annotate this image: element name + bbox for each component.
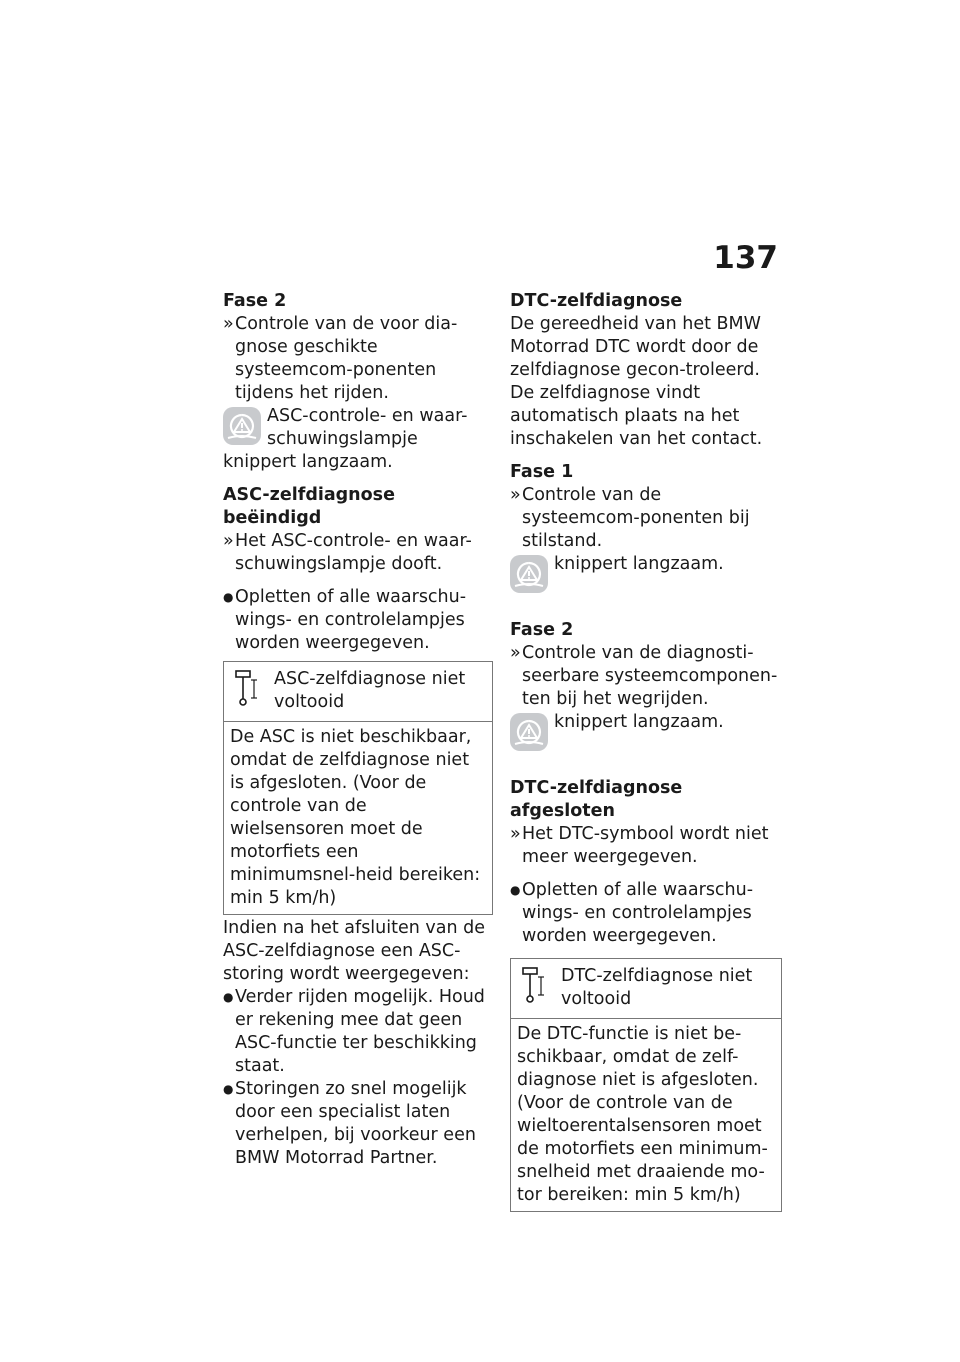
lamp-status [510, 553, 782, 576]
bullet-text: Verder rijden mogelijk. Houd er rekening mee dat geen ASC-functie ter beschikking staat. [235, 987, 485, 1076]
bullet-item [223, 586, 493, 655]
lamp-text: knippert langzaam. [554, 712, 724, 732]
arrow-icon: » [510, 824, 521, 844]
paragraph: Indien na het afsluiten van de ASC-zelfdiagnose een ASC-storing wordt weergegeven: [223, 918, 486, 984]
heading-fase-1: Fase 1 [510, 462, 574, 482]
note-box [223, 661, 493, 915]
note-header [224, 662, 492, 722]
bullet-text: Storingen zo snel mogelijk door een specialist laten verhelpen, bij voorkeur een BMW Motorrad Partner. [235, 1079, 476, 1168]
arrow-icon: » [510, 643, 521, 663]
dipstick-icon [517, 965, 561, 1012]
bullet-icon: ● [510, 883, 521, 897]
lamp-text: ASC-controle- en waar-schuwingslampje knippert langzaam. [223, 406, 468, 472]
note-title: ASC-zelfdiagnose niet voltooid [274, 669, 466, 712]
step-item [510, 642, 782, 711]
heading-dtc-done: DTC-zelfdiagnose afgesloten [510, 778, 683, 821]
note-box [510, 958, 782, 1212]
page-number: 137 [713, 240, 778, 276]
lamp-status [223, 405, 493, 474]
step-item [223, 313, 493, 405]
heading-dtc: DTC-zelfdiagnose [510, 291, 683, 311]
note-body: De DTC-functie is niet be-schikbaar, omdat de zelf-diagnose niet is afgesloten. (Voor de controle van de wieltoerentalsensoren moet de motorfiets een minimum-snelheid met draaiende mo-tor bereiken: min 5 km/h) [517, 1024, 768, 1205]
heading-fase-2: Fase 2 [223, 291, 287, 311]
dipstick-icon [230, 668, 274, 715]
arrow-icon: » [223, 531, 234, 551]
lamp-text: knippert langzaam. [554, 554, 724, 574]
step-text: Controle van de diagnosti-seerbare systeemcomponen-ten bij het wegrijden. [522, 643, 778, 709]
note-body: De ASC is niet beschikbaar, omdat de zelfdiagnose niet is afgesloten. (Voor de controle van de wielsensoren moet de motorfiets een minimumsnel-heid bereiken: min 5 km/h) [230, 727, 481, 908]
step-text: Het DTC-symbool wordt niet meer weergegeven. [522, 824, 769, 867]
bullet-text: Opletten of alle waarschu-wings- en controlelampjes worden weergegeven. [235, 587, 467, 653]
heading-asc-done: ASC-zelfdiagnose beëindigd [223, 485, 395, 528]
heading-fase-2: Fase 2 [510, 620, 574, 640]
paragraph: De gereedheid van het BMW Motorrad DTC wordt door de zelfdiagnose gecon-troleerd. De zelfdiagnose vindt automatisch plaats na het inschakelen van het contact. [510, 314, 763, 449]
step-item [510, 484, 782, 553]
dtc-warning-lamp-icon [510, 713, 548, 751]
step-item [223, 530, 493, 576]
note-title: DTC-zelfdiagnose niet voltooid [561, 966, 753, 1009]
step-text: Controle van de systeemcom-ponenten bij stilstand. [522, 485, 750, 551]
note-header [511, 959, 781, 1019]
bullet-item [510, 879, 782, 948]
bullet-item [223, 986, 493, 1078]
step-text: Het ASC-controle- en waar-schuwingslampje dooft. [235, 531, 472, 574]
step-text: Controle van de voor dia-gnose geschikte systeemcom-ponenten tijdens het rijden. [235, 314, 458, 403]
arrow-icon: » [223, 314, 234, 334]
bullet-icon: ● [223, 990, 234, 1004]
left-column [223, 290, 493, 1170]
dtc-warning-lamp-icon [510, 555, 548, 593]
step-item [510, 823, 782, 869]
bullet-text: Opletten of alle waarschu-wings- en controlelampjes worden weergegeven. [522, 880, 754, 946]
right-column [510, 290, 782, 1212]
bullet-icon: ● [223, 590, 234, 604]
bullet-item [223, 1078, 493, 1170]
asc-warning-lamp-icon [223, 407, 261, 445]
bullet-icon: ● [223, 1082, 234, 1096]
arrow-icon: » [510, 485, 521, 505]
lamp-status [510, 711, 782, 734]
